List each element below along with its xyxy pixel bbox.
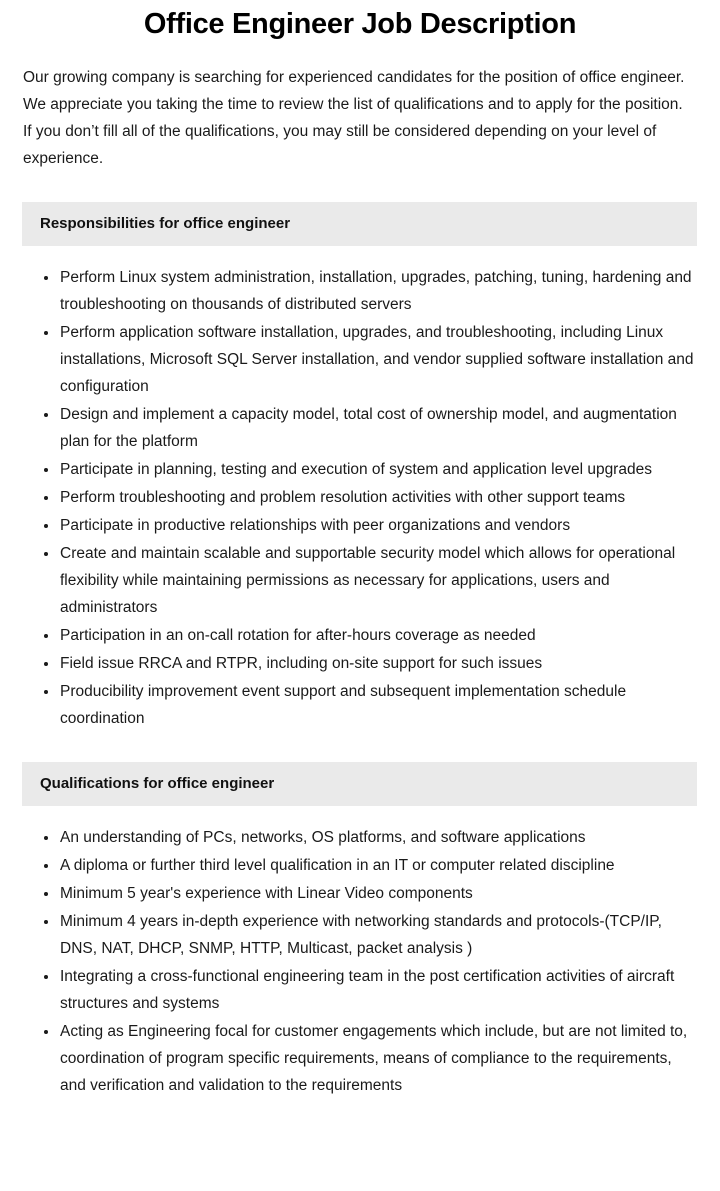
list-item: Participation in an on-call rotation for after-hours coverage as needed [44,622,694,649]
list-item: A diploma or further third level qualification in an IT or computer related discipline [44,852,694,879]
list-item: Minimum 4 years in-depth experience with networking standards and protocols-(TCP/IP, DNS, NAT, DHCP, SNMP, HTTP, Multicast, packet analysis ) [44,908,694,962]
list-item: Acting as Engineering focal for customer engagements which include, but are not limited to, coordination of program specific requirements, means of compliance to the requirements, and verification and validation to the requirements [44,1018,694,1099]
list-item: Participate in productive relationships with peer organizations and vendors [44,512,694,539]
list-item: Producibility improvement event support and subsequent implementation schedule coordination [44,678,694,732]
list-item: Minimum 5 year's experience with Linear Video components [44,880,694,907]
section-header-responsibilities: Responsibilities for office engineer [22,202,697,246]
list-item: Perform troubleshooting and problem resolution activities with other support teams [44,484,694,511]
section-header-qualifications: Qualifications for office engineer [22,762,697,806]
list-item: Design and implement a capacity model, total cost of ownership model, and augmentation plan for the platform [44,401,694,455]
list-item: An understanding of PCs, networks, OS platforms, and software applications [44,824,694,851]
section-responsibilities [0,202,720,732]
section-qualifications [0,762,720,1099]
responsibilities-list [0,246,720,732]
page-title: Office Engineer Job Description [143,8,577,40]
list-item: Integrating a cross-functional engineering team in the post certification activities of aircraft structures and systems [44,963,694,1017]
qualifications-list [0,806,720,1099]
list-item: Perform Linux system administration, installation, upgrades, patching, tuning, hardening and troubleshooting on thousands of distributed servers [44,264,694,318]
list-item: Participate in planning, testing and execution of system and application level upgrades [44,456,694,483]
intro-paragraph: Our growing company is searching for experienced candidates for the position of office engineer. We appreciate you taking the time to review the list of qualifications and to apply for the position. If you don’t fill all of the qualifications, you may still be considered depending on your level of experience. [23,69,685,167]
list-item: Perform application software installation, upgrades, and troubleshooting, including Linux installations, Microsoft SQL Server installation, and vendor supplied software installation and configuration [44,319,694,400]
list-item: Field issue RRCA and RTPR, including on-site support for such issues [44,650,694,677]
list-item: Create and maintain scalable and supportable security model which allows for operational flexibility while maintaining permissions as necessary for applications, users and administrators [44,540,694,621]
